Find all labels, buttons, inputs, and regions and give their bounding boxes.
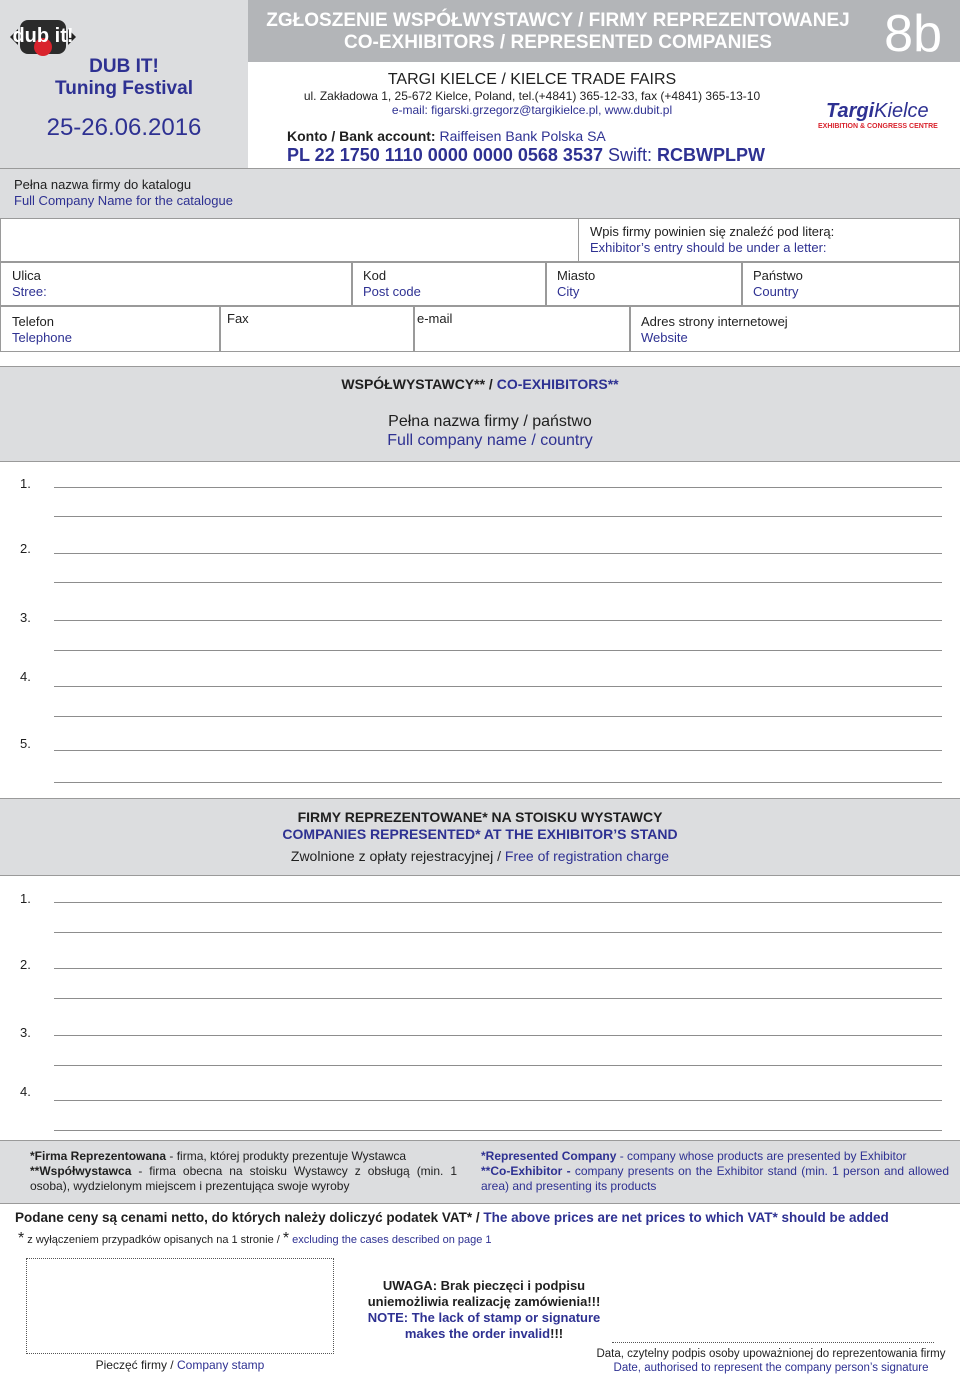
warning-en-3: !!! (550, 1326, 564, 1341)
fax-label: Fax (227, 311, 249, 326)
form-title-pl: ZGŁOSZENIE WSPÓŁWYSTAWCY / FIRMY REPREZENTOWANEJ (266, 10, 850, 31)
coexhibitor-number: 4. (20, 669, 31, 684)
def-coexhibitor-pl: - firma obecna na stoisku Wystawcy z obsługą (min. 1 osoba), wydzielonym miejscem i prezentująca swoje wyroby (30, 1164, 457, 1193)
post-code-label-pl: Kod (363, 268, 387, 283)
coexhibitor-number: 3. (20, 610, 31, 625)
star-mark: * (282, 1230, 290, 1247)
website-label-pl: Adres strony internetowej (641, 314, 788, 329)
form-number: 8b (884, 5, 942, 63)
account-label-pl: Konto / (287, 128, 336, 144)
city-label-pl: Miasto (557, 268, 596, 283)
swift-label: Swift: (608, 145, 653, 165)
def-coexhibitor-pl-term: **Współwystawca (30, 1164, 132, 1178)
def-represented-en: - company whose products are presented by Exhibitor (616, 1149, 907, 1163)
represented-subtitle-en: Free of registration charge (504, 848, 670, 864)
signature-line[interactable] (612, 1342, 934, 1343)
represented-line[interactable] (54, 902, 942, 903)
represented-line[interactable] (54, 998, 942, 999)
represented-line[interactable] (54, 968, 942, 969)
coexhibitors-subtitle-pl: Pełna nazwa firmy / państwo (388, 413, 592, 430)
form-title (248, 10, 868, 54)
vat-exclusion-en: excluding the cases described on page 1 (292, 1234, 492, 1246)
signature-label-pl: Data, czytelny podpis osoby upoważnionej do reprezentowania firmy (596, 1348, 946, 1360)
country-label-en: Country (753, 284, 799, 299)
represented-number: 2. (20, 957, 31, 972)
organizer-address: ul. Zakładowa 1, 25-672 Kielce, Poland, tel.(+4841) 365-12-33, fax (+4841) 365-13-10 (303, 89, 761, 103)
vat-exclusion-pl: z wyłączeniem przypadków opisanych na 1 stronie / (27, 1234, 280, 1246)
def-coexhibitor-en-term: **Co-Exhibitor - (481, 1164, 571, 1178)
star-mark: * (18, 1230, 25, 1247)
swift-code: RCBWPLPW (657, 145, 766, 165)
represented-number: 3. (20, 1025, 31, 1040)
event-info (0, 56, 248, 142)
coexhibitor-number: 5. (20, 736, 31, 751)
coexhibitor-line[interactable] (54, 716, 942, 717)
def-represented-en-term: *Represented Company (481, 1149, 617, 1163)
represented-subtitle (0, 848, 960, 864)
represented-subtitle-pl: Zwolnione z opłaty rejestracyjnej / (290, 848, 501, 864)
website-label-en: Website (641, 330, 688, 345)
street-label (12, 268, 47, 300)
definitions-en (481, 1149, 949, 1194)
city-label (557, 268, 595, 300)
organizer-email: e-mail: figarski.grzegorz@targikielce.pl, www.dubit.pl (391, 103, 673, 117)
stamp-label-pl: Pieczęć firmy / (95, 1358, 174, 1372)
street-label-pl: Ulica (12, 268, 41, 283)
organizer-info (262, 71, 802, 117)
coexhibitors-subtitle-en: Full company name / country (387, 432, 593, 449)
coexhibitor-number: 2. (20, 541, 31, 556)
catalogue-letter-label (590, 224, 834, 256)
coexhibitor-line[interactable] (54, 620, 942, 621)
vat-note-pl: Podane ceny są cenami netto, do których należy doliczyć podatek VAT* / (15, 1210, 480, 1225)
organizer-name: TARGI KIELCE / KIELCE TRADE FAIRS (387, 71, 677, 88)
company-name-label-pl: Pełna nazwa firmy do katalogu (14, 177, 192, 192)
coexhibitor-line[interactable] (54, 782, 942, 783)
coexhibitor-line[interactable] (54, 582, 942, 583)
coexhibitor-line[interactable] (54, 487, 942, 488)
event-dates: 25-26.06.2016 (46, 114, 202, 141)
coexhibitor-line[interactable] (54, 750, 942, 751)
dub-it-logo (8, 14, 78, 60)
warning-pl-2: uniemożliwia realizację zamówienia!!! (367, 1294, 601, 1309)
fax-field[interactable] (220, 306, 414, 352)
street-field[interactable] (0, 262, 352, 306)
email-label: e-mail (417, 311, 453, 326)
phone-label-pl: Telefon (12, 314, 54, 329)
coexhibitor-line[interactable] (54, 553, 942, 554)
def-represented-pl-term: *Firma Reprezentowana (30, 1149, 167, 1163)
definitions-pl (30, 1149, 457, 1194)
account-label-en: Bank account: (339, 128, 436, 144)
tk-logo-b: Kielce (874, 100, 929, 122)
coexhibitors-title-en: CO-EXHIBITORS** (496, 376, 619, 392)
represented-title-pl: FIRMY REPREZENTOWANE* NA STOISKU WYSTAWCY (297, 809, 663, 825)
form-title-en: CO-EXHIBITORS / REPRESENTED COMPANIES (344, 32, 772, 53)
company-name-label (14, 177, 233, 209)
city-label-en: City (557, 284, 580, 299)
warning-en-1: NOTE: The lack of stamp or signature (367, 1310, 601, 1325)
company-name-label-en: Full Company Name for the catalogue (14, 193, 233, 208)
bank-name: Raiffeisen Bank Polska SA (439, 128, 606, 144)
iban: PL 22 1750 1110 0000 0000 0568 3537 (287, 145, 603, 165)
phone-label (12, 314, 72, 346)
targi-kielce-logo (818, 100, 948, 140)
represented-line[interactable] (54, 932, 942, 933)
signature-label-en: Date, authorised to represent the company person’s signature (613, 1362, 929, 1374)
vat-note (15, 1210, 889, 1225)
post-code-label (363, 268, 421, 300)
website-label (641, 314, 788, 346)
represented-line[interactable] (54, 1100, 942, 1101)
vat-note-en: The above prices are net prices to which VAT* should be added (483, 1210, 889, 1225)
event-subtitle: Tuning Festival (55, 78, 193, 99)
represented-line[interactable] (54, 1035, 942, 1036)
coexhibitor-line[interactable] (54, 650, 942, 651)
represented-number: 1. (20, 891, 31, 906)
represented-line[interactable] (54, 1065, 942, 1066)
vat-exclusion-note (18, 1230, 492, 1248)
signature-label (586, 1347, 956, 1375)
catalogue-letter-label-en: Exhibitor’s entry should be under a letter: (590, 240, 827, 255)
iban-line (287, 145, 765, 166)
coexhibitors-title (0, 376, 960, 392)
company-stamp-area[interactable] (26, 1258, 334, 1354)
coexhibitors-title-pl: WSPÓŁWYSTAWCY** / (341, 376, 493, 392)
represented-title (0, 809, 960, 843)
represented-title-en: COMPANIES REPRESENTED* AT THE EXHIBITOR’S STAND (282, 826, 678, 842)
company-stamp-label (26, 1358, 334, 1372)
coexhibitor-number: 1. (20, 476, 31, 491)
country-label-pl: Państwo (753, 268, 803, 283)
bank-account-line (287, 128, 606, 144)
logo-text: dub it! (12, 25, 74, 47)
event-name: DUB IT! (89, 56, 159, 77)
represented-line[interactable] (54, 1130, 942, 1131)
def-represented-pl: - firma, której produkty prezentuje Wystawca (166, 1149, 407, 1163)
post-code-label-en: Post code (363, 284, 421, 299)
coexhibitor-line[interactable] (54, 686, 942, 687)
coexhibitors-subtitle (0, 412, 960, 450)
represented-number: 4. (20, 1084, 31, 1099)
stamp-label-en: Company stamp (176, 1358, 265, 1372)
def-coexhibitor-en: company presents on the Exhibitor stand (min. 1 person and allowed area) and presenting its products (481, 1164, 949, 1193)
tk-logo-sub: EXHIBITION & CONGRESS CENTRE (818, 123, 938, 130)
phone-label-en: Telephone (12, 330, 72, 345)
country-label (753, 268, 803, 300)
tk-logo-a: Targi (826, 100, 875, 122)
warning-en-2: makes the order invalid (404, 1326, 551, 1341)
coexhibitor-line[interactable] (54, 516, 942, 517)
warning-pl-1: UWAGA: Brak pieczęci i podpisu (382, 1278, 586, 1293)
street-label-en: Stree: (12, 284, 47, 299)
warning-note (334, 1278, 634, 1342)
catalogue-letter-label-pl: Wpis firmy powinien się znaleźć pod literą: (590, 224, 835, 239)
